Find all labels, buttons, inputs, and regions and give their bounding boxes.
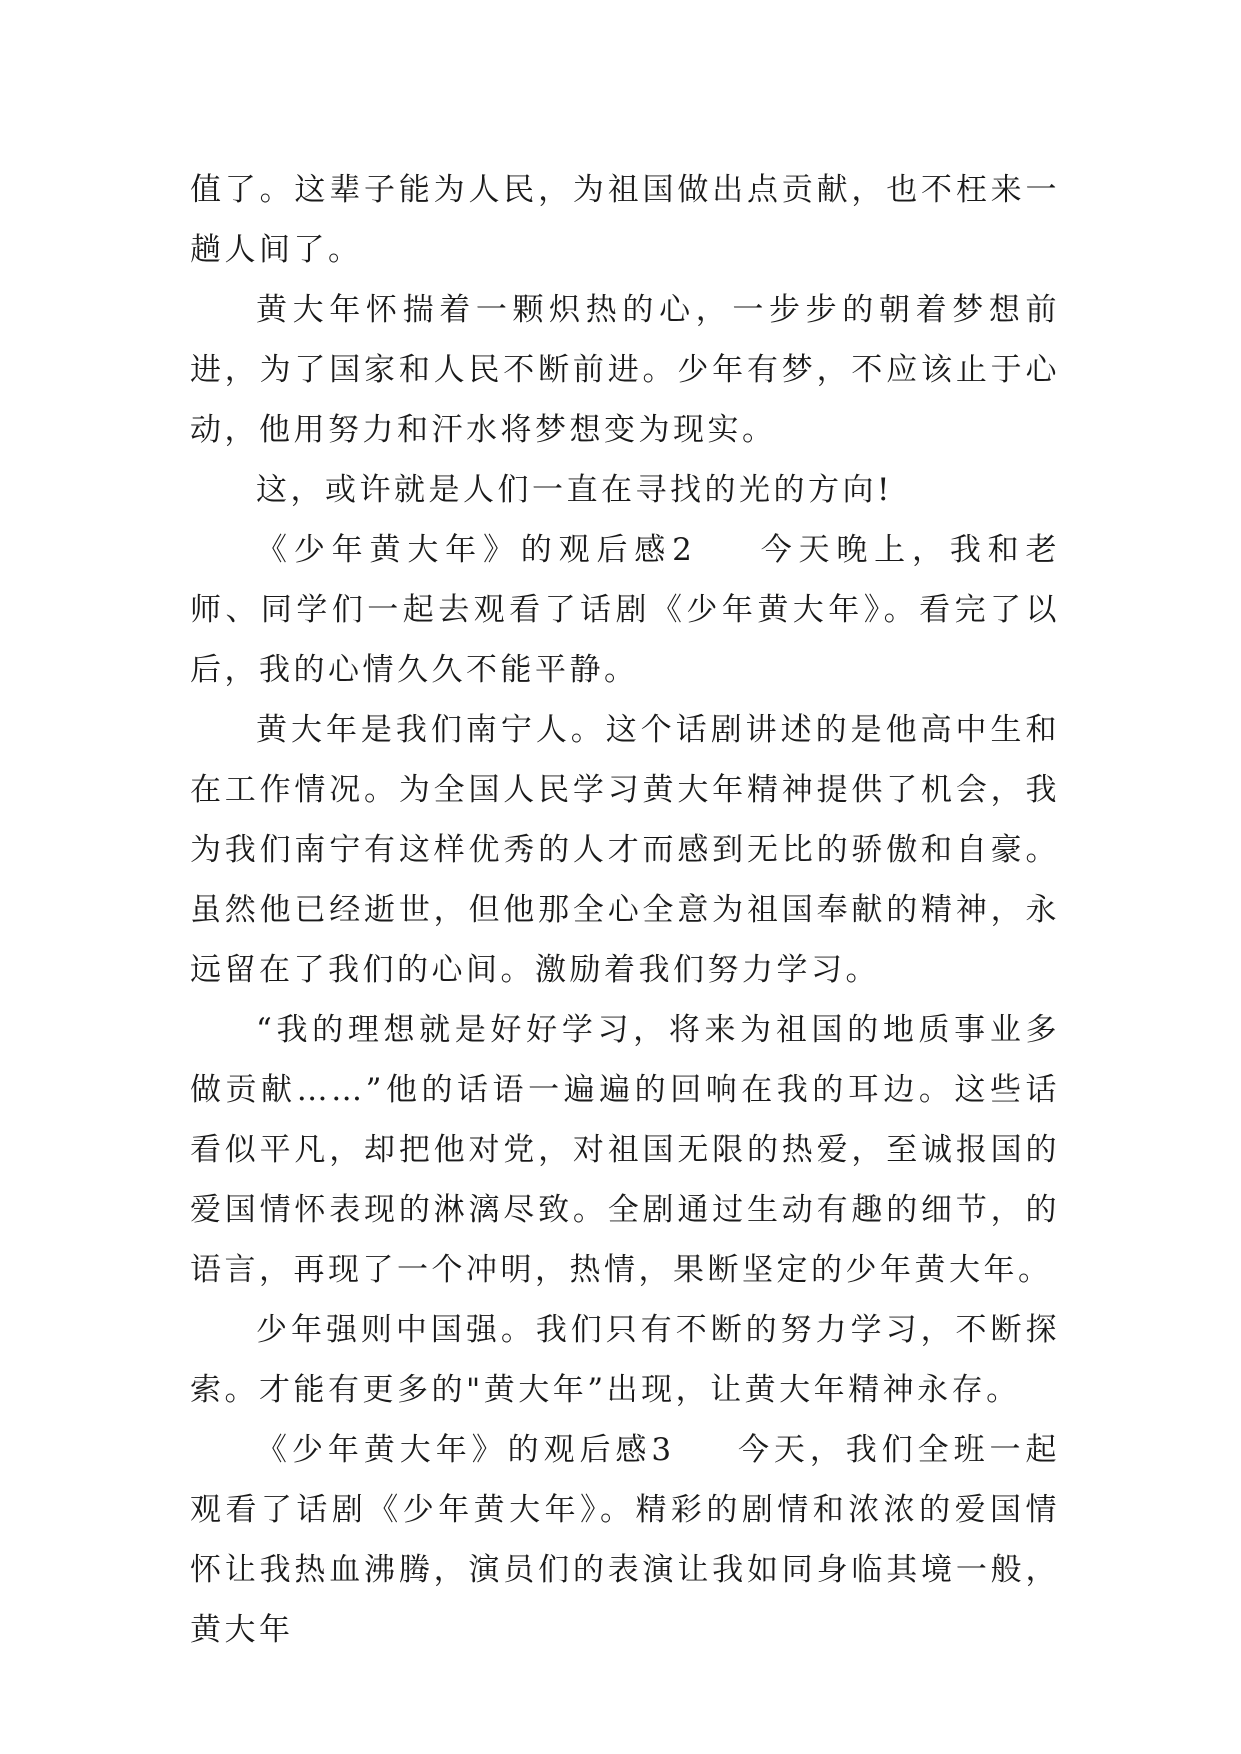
section-heading: 《少年黄大年》的观后感2 <box>256 532 696 568</box>
paragraph <box>190 1000 1060 1300</box>
paragraph <box>190 160 1060 280</box>
paragraph-text: 黄大年怀揣着一颗炽热的心，一步步的朝着梦想前进，为了国家和人民不断前进。少年有梦，不应该止于心动，他用努力和汗水将梦想变为现实。 <box>190 292 1060 448</box>
paragraph <box>190 280 1060 460</box>
paragraph-text: 今天晚上，我和老师、同学们一起去观看了话剧《少年黄大年》。看完了以后，我的心情久久不能平静。 <box>190 532 1060 688</box>
paragraph-text: 黄大年是我们南宁人。这个话剧讲述的是他高中生和在工作情况。为全国人民学习黄大年精神提供了机会，我为我们南宁有这样优秀的人才而感到无比的骄傲和自豪。虽然他已经逝世，但他那全心全意为祖国奉献的精神，永远留在了我们的心间。激励着我们努力学习。 <box>190 712 1060 988</box>
paragraph-text: 值了。这辈子能为人民，为祖国做出点贡献，也不枉来一趟人间了。 <box>190 172 1060 268</box>
section-heading: 《少年黄大年》的观后感3 <box>256 1432 675 1468</box>
paragraph <box>190 1420 1060 1660</box>
paragraph <box>190 1300 1060 1420</box>
paragraph-text: 少年强则中国强。我们只有不断的努力学习，不断探索。才能有更多的"黄大年”出现，让黄大年精神永存。 <box>190 1312 1060 1408</box>
paragraph <box>190 520 1060 700</box>
paragraph-text: 这，或许就是人们一直在寻找的光的方向! <box>256 472 893 508</box>
paragraph-text: 今天，我们全班一起观看了话剧《少年黄大年》。精彩的剧情和浓浓的爱国情怀让我热血沸腾，演员们的表演让我如同身临其境一般，黄大年 <box>190 1432 1060 1648</box>
paragraph-text: “我的理想就是好好学习，将来为祖国的地质事业多做贡献……”他的话语一遍遍的回响在我的耳边。这些话看似平凡，却把他对党，对祖国无限的热爱，至诚报国的爱国情怀表现的淋漓尽致。全剧通过生动有趣的细节，的语言，再现了一个冲明，热情，果断坚定的少年黄大年。 <box>190 1012 1060 1288</box>
paragraph <box>190 460 1060 520</box>
document-body <box>190 160 1060 1660</box>
paragraph <box>190 700 1060 1000</box>
